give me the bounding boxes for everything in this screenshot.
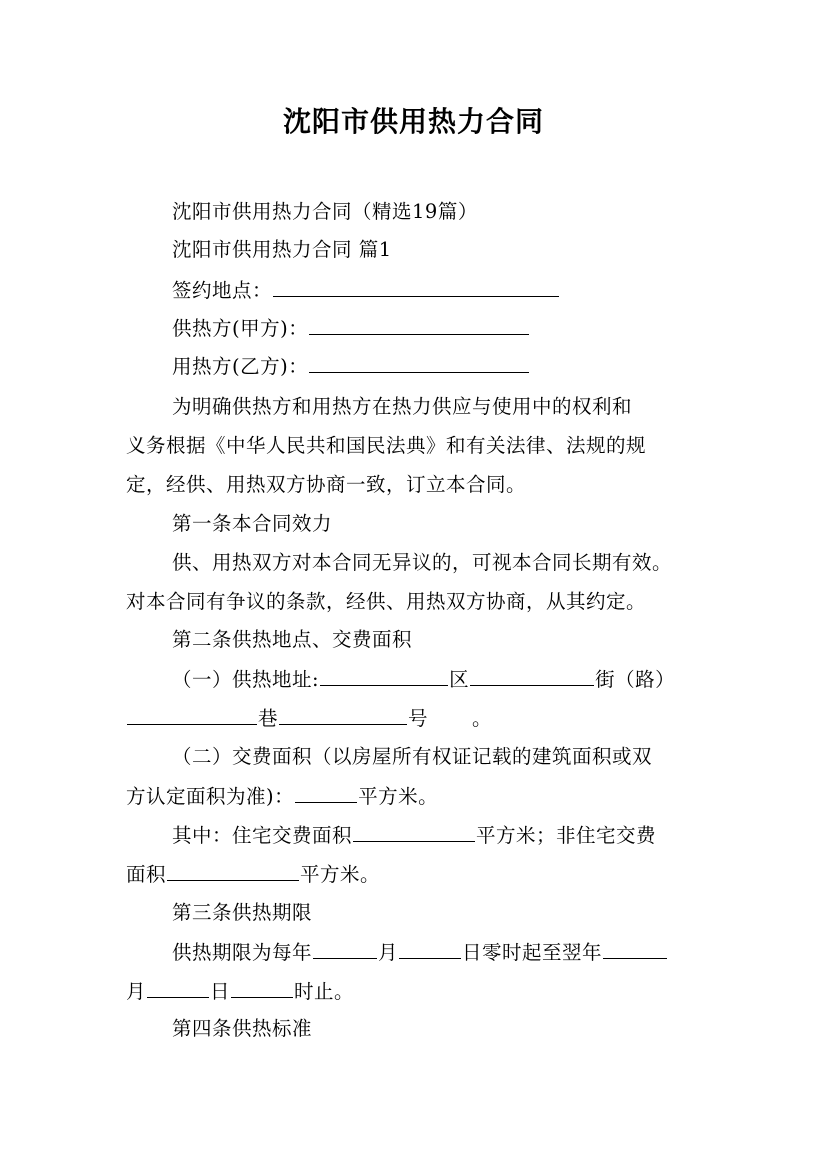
area-label: 方认定面积为准)： <box>126 785 295 808</box>
address-label: （一）供热地址: <box>172 668 320 691</box>
district-label: 区 <box>449 668 470 691</box>
paragraph-line: 供、用热双方对本合同无异议的，可视本合同长期有效。 <box>172 551 673 574</box>
end-hour-blank <box>231 979 293 998</box>
party-b-line <box>172 354 530 379</box>
document-title: 沈阳市供用热力合同 <box>282 105 544 138</box>
article-heading: 第三条供热期限 <box>172 901 313 924</box>
paragraph-line: 为明确供热方和用热方在热力供应与使用中的权利和 <box>172 395 633 418</box>
article-heading: 第一条本合同效力 <box>172 512 333 535</box>
party-b-label: 用热方(乙方)： <box>172 355 309 378</box>
paragraph-line: 对本合同有争议的条款，经供、用热双方协商，从其约定。 <box>126 590 647 613</box>
signing-place-blank <box>273 278 559 297</box>
period-label: 供热期限为每年 <box>172 941 313 964</box>
month-label: 月 <box>126 980 147 1003</box>
month-label: 月 <box>378 941 399 964</box>
unit-label: 平方米。 <box>300 863 381 886</box>
unit-label: 平方米；非住宅交费 <box>476 824 657 847</box>
area-blank <box>295 784 357 803</box>
paragraph-line: 义务根据《中华人民共和国民法典》和有关法律、法规的规 <box>126 434 647 457</box>
nonresidential-area-line <box>126 862 380 887</box>
start-month-blank <box>313 940 377 959</box>
day-label: 日零时起至翌年 <box>462 941 603 964</box>
residential-area-label: 其中：住宅交费面积 <box>172 824 353 847</box>
signing-place-label: 签约地点： <box>172 279 273 302</box>
area-label: 面积 <box>126 863 167 886</box>
section-heading: 沈阳市供用热力合同 篇1 <box>172 238 392 261</box>
article-heading: 第四条供热标准 <box>172 1017 313 1040</box>
address-line-2 <box>126 706 492 731</box>
period-line <box>172 940 668 965</box>
party-a-line <box>172 316 530 341</box>
alley-label: 巷 <box>258 707 279 730</box>
street-blank <box>470 667 594 686</box>
subtitle-line: 沈阳市供用热力合同（精选19篇） <box>172 200 478 223</box>
period: 。 <box>472 707 493 730</box>
number-blank <box>279 706 407 725</box>
party-a-blank <box>309 316 529 335</box>
unit-label: 平方米。 <box>358 785 439 808</box>
hour-label: 时止。 <box>294 980 355 1003</box>
end-month-blank <box>603 940 667 959</box>
start-day-blank <box>399 940 461 959</box>
alley-blank <box>127 706 257 725</box>
paragraph-line: 定，经供、用热双方协商一致，订立本合同。 <box>126 473 527 496</box>
party-b-blank <box>309 354 529 373</box>
signing-place-line <box>172 278 560 303</box>
number-label: 号 <box>408 707 429 730</box>
residential-area-blank <box>353 823 475 842</box>
party-a-label: 供热方(甲方)： <box>172 317 309 340</box>
period-line-2 <box>126 979 354 1004</box>
district-blank <box>320 667 448 686</box>
day-label: 日 <box>210 980 231 1003</box>
residential-area-line <box>172 823 656 848</box>
paragraph-line: （二）交费面积（以房屋所有权证记载的建筑面积或双 <box>172 745 653 768</box>
address-line <box>172 667 675 692</box>
area-line <box>126 784 438 809</box>
end-day-blank <box>147 979 209 998</box>
street-label: 街（路） <box>595 668 676 691</box>
nonresidential-area-blank <box>167 862 299 881</box>
article-heading: 第二条供热地点、交费面积 <box>172 628 413 651</box>
